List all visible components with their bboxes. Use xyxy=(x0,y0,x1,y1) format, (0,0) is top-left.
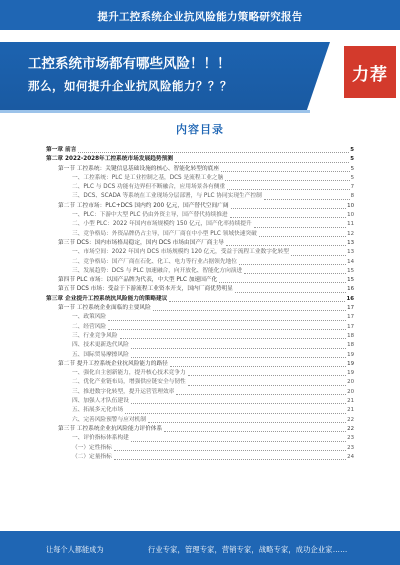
toc-entry-text: 第五节 DCS 市场：受益于下游流程工业资本开支，国内厂商优势明显 xyxy=(58,286,233,293)
toc-entry-page: 5 xyxy=(350,165,354,172)
toc-entry-text: 二、小型 PLC：2022 年国内市场规模约 150 亿元，国产化率持续提升 xyxy=(72,221,252,228)
toc-leader-dots xyxy=(227,189,349,190)
toc-leader-dots xyxy=(78,152,349,153)
toc-entry-text: 第四节 PLC 市场：以国产品牌为代表，中大型 PLC 加速国产化 xyxy=(58,277,218,284)
toc-leader-dots xyxy=(188,375,346,376)
toc-entry-text: 一、PLC：下游中大型 PLC 仍由外资主导，国产替代持续推进 xyxy=(72,212,228,219)
toc-entry-page: 16 xyxy=(346,295,354,302)
toc-entry[interactable] xyxy=(46,285,354,294)
toc-leader-dots xyxy=(131,441,346,442)
toc-entry[interactable] xyxy=(46,313,354,322)
toc-entry-page: 21 xyxy=(347,398,354,405)
toc-entry-text: 六、完善风险预警与应对机制 xyxy=(72,416,146,423)
toc-leader-dots xyxy=(231,208,347,209)
toc-entry-text: 三、DCS、SCADA 等系统在工业现场分层部署，与 PLC 协同实现生产控制 xyxy=(72,193,262,200)
recommend-badge: 力荐 xyxy=(344,46,396,98)
toc-entry-page: 21 xyxy=(347,407,354,414)
toc-entry[interactable] xyxy=(46,453,354,462)
toc-entry-page: 19 xyxy=(347,351,354,358)
footer-slogan-left: 让每个人都能成为 xyxy=(46,545,104,554)
toc-entry-text: 三、推进数字化转型，提升运营管理效率 xyxy=(72,388,175,395)
toc-entry-text: 第二节 提升工控系统企业抗风险能力的路径 xyxy=(58,360,168,367)
toc-leader-dots xyxy=(176,394,346,395)
toc-entry-page: 22 xyxy=(347,425,354,432)
toc-entry-page: 18 xyxy=(347,332,354,339)
toc-title: 内容目录 xyxy=(176,123,224,136)
toc-entry[interactable] xyxy=(46,276,354,285)
toc-entry-text: 二、PLC 与 DCS 功能有边界但不断融合，应用场景各有侧重 xyxy=(72,184,226,191)
toc-entry[interactable] xyxy=(46,444,354,453)
toc-entry-text: 二、竞争格局：国产厂商在石化、化工、电力等行业占据领先地位 xyxy=(72,258,237,265)
toc-entry-page: 12 xyxy=(347,230,354,237)
toc-leader-dots xyxy=(153,310,346,311)
toc-entry[interactable] xyxy=(46,211,354,220)
toc-entry-page: 15 xyxy=(347,277,354,284)
toc-leader-dots xyxy=(120,338,347,339)
toc-entry-text: 四、技术更新迭代风险 xyxy=(72,342,129,349)
toc-entry[interactable] xyxy=(46,378,354,387)
toc-entry[interactable] xyxy=(46,397,354,406)
toc-entry-text: 第二节 工控市场：PLC+DCS 国内约 200 亿元，国产替代空间广阔 xyxy=(58,202,229,209)
toc-entry-page: 23 xyxy=(347,435,354,442)
toc-leader-dots xyxy=(108,320,346,321)
toc-entry-text: 第三章 企业提升工控系统抗风险能力的策略建议 xyxy=(46,295,168,302)
toc-entry[interactable] xyxy=(46,295,354,304)
toc-entry-page: 17 xyxy=(347,305,354,312)
toc-leader-dots xyxy=(131,357,346,358)
toc-entry-page: 15 xyxy=(347,267,354,274)
toc-entry-text: 四、加强人才队伍建设 xyxy=(72,398,129,405)
toc-entry-page: 19 xyxy=(347,370,354,377)
toc-entry-text: 一、评价指标体系构建 xyxy=(72,435,129,442)
toc-entry-text: 三、发展趋势：DCS 与 PLC 加速融合，向开放化、智能化方向演进 xyxy=(72,267,243,274)
toc-leader-dots xyxy=(114,459,346,460)
toc-leader-dots xyxy=(244,273,346,274)
toc-entry-page: 11 xyxy=(347,221,354,228)
toc-leader-dots xyxy=(114,450,346,451)
toc-entry[interactable] xyxy=(46,220,354,229)
toc-entry[interactable] xyxy=(46,174,354,183)
table-of-contents xyxy=(46,146,354,462)
toc-leader-dots xyxy=(225,180,349,181)
toc-entry[interactable] xyxy=(46,239,354,248)
toc-entry-text: 第一章 前言 xyxy=(46,147,77,153)
toc-entry-text: 二、优化产业链布局，增强供应链安全与韧性 xyxy=(72,379,186,386)
toc-entry[interactable] xyxy=(46,146,354,155)
toc-entry[interactable] xyxy=(46,323,354,332)
toc-entry[interactable] xyxy=(46,183,354,192)
toc-entry-page: 8 xyxy=(350,193,354,200)
toc-entry-text: 二、经营风险 xyxy=(72,323,107,330)
toc-leader-dots xyxy=(219,282,346,283)
toc-entry[interactable] xyxy=(46,155,354,164)
report-title: 提升工控系统企业抗风险能力策略研究报告 xyxy=(97,11,303,23)
toc-leader-dots xyxy=(259,236,346,237)
toc-entry[interactable] xyxy=(46,434,354,443)
toc-entry[interactable] xyxy=(46,416,354,425)
toc-entry-text: 一、政策风险 xyxy=(72,314,107,321)
toc-entry-text: （二）定量指标 xyxy=(72,453,112,460)
toc-leader-dots xyxy=(131,403,346,404)
toc-entry[interactable] xyxy=(46,341,354,350)
toc-entry[interactable] xyxy=(46,360,354,369)
toc-entry-page: 13 xyxy=(347,239,354,246)
toc-leader-dots xyxy=(164,431,346,432)
toc-entry-page: 10 xyxy=(347,212,354,219)
toc-entry-text: 第三节 工控系统企业抗风险能力评价体系 xyxy=(58,425,163,432)
toc-entry-text: 三、行业竞争风险 xyxy=(72,332,118,339)
toc-entry-page: 14 xyxy=(347,258,354,265)
toc-leader-dots xyxy=(230,217,347,218)
toc-leader-dots xyxy=(170,366,346,367)
toc-entry-text: 第一节 工控系统企业面临的主要风险 xyxy=(58,305,151,312)
banner-accent-line xyxy=(0,110,310,113)
toc-leader-dots xyxy=(148,422,346,423)
toc-entry-page: 10 xyxy=(347,202,354,209)
footer-slogan-right: 行业专家，管理专家，营销专家，战略专家，成功企业家…… xyxy=(148,545,348,554)
toc-entry[interactable] xyxy=(46,230,354,239)
toc-entry-page: 5 xyxy=(350,174,354,181)
headline-secondary: 那么，如何提升企业抗风险能力？？？ xyxy=(28,79,232,93)
toc-entry-text: 第一节 工控系统：关键信息基础设施的核心、智能化转型的底座 xyxy=(58,165,220,172)
toc-leader-dots xyxy=(291,255,346,256)
headline-primary: 工控系统市场都有哪些风险！！！ xyxy=(28,56,231,72)
toc-entry-page: 17 xyxy=(347,323,354,330)
toc-leader-dots xyxy=(221,171,350,172)
toc-leader-dots xyxy=(254,227,347,228)
toc-entry-page: 7 xyxy=(350,184,354,191)
toc-entry[interactable] xyxy=(46,248,354,257)
toc-leader-dots xyxy=(226,245,346,246)
toc-entry[interactable] xyxy=(46,425,354,434)
toc-entry-page: 22 xyxy=(347,416,354,423)
toc-entry-text: 第三节 DCS：国内市场格局稳定，国内 DCS 市场由国产厂商主导 xyxy=(58,239,224,246)
toc-entry[interactable] xyxy=(46,202,354,211)
toc-entry-text: 第二章 2022-2028年工控系统市场发展趋势预测 xyxy=(46,156,173,163)
toc-leader-dots xyxy=(235,292,346,293)
toc-entry-text: 一、市场空间：2022 年国内 DCS 市场规模约 120 亿元，受益于流程工业数字化转型 xyxy=(72,249,289,256)
toc-entry-page: 16 xyxy=(347,286,354,293)
toc-entry-page: 20 xyxy=(347,388,354,395)
toc-entry-text: 五、拓展多元化市场 xyxy=(72,407,124,414)
toc-entry[interactable] xyxy=(46,332,354,341)
toc-leader-dots xyxy=(131,348,346,349)
toc-leader-dots xyxy=(188,385,346,386)
toc-entry[interactable] xyxy=(46,258,354,267)
toc-entry-page: 20 xyxy=(347,379,354,386)
toc-entry[interactable] xyxy=(46,388,354,397)
toc-entry-page: 19 xyxy=(347,360,354,367)
toc-entry-text: （一）定性指标 xyxy=(72,444,112,451)
toc-entry[interactable] xyxy=(46,267,354,276)
toc-entry-page: 5 xyxy=(350,156,354,163)
toc-entry-page: 18 xyxy=(347,342,354,349)
toc-entry[interactable] xyxy=(46,369,354,378)
toc-leader-dots xyxy=(125,413,346,414)
toc-entry-page: 17 xyxy=(347,314,354,321)
toc-entry-page: 13 xyxy=(347,249,354,256)
toc-entry-text: 一、工控系统：PLC 是工业控制之基，DCS 是流程工业之脑 xyxy=(72,174,224,181)
toc-leader-dots xyxy=(169,301,345,302)
toc-leader-dots xyxy=(108,329,346,330)
toc-leader-dots xyxy=(264,199,350,200)
toc-entry[interactable] xyxy=(46,165,354,174)
toc-leader-dots xyxy=(239,264,346,265)
toc-entry[interactable] xyxy=(46,192,354,201)
toc-entry[interactable] xyxy=(46,406,354,415)
toc-leader-dots xyxy=(175,162,349,163)
toc-entry-text: 五、国际贸易摩擦风险 xyxy=(72,351,129,358)
toc-entry[interactable] xyxy=(46,351,354,360)
toc-entry-text: 一、强化自主创新能力，提升核心技术竞争力 xyxy=(72,370,186,377)
toc-entry-page: 5 xyxy=(350,147,354,153)
toc-entry-page: 23 xyxy=(347,444,354,451)
toc-entry-page: 24 xyxy=(347,453,354,460)
toc-entry[interactable] xyxy=(46,304,354,313)
toc-entry-text: 三、竞争格局：外资品牌仍占主导，国产厂商在中小型 PLC 领域快速突破 xyxy=(72,230,257,237)
